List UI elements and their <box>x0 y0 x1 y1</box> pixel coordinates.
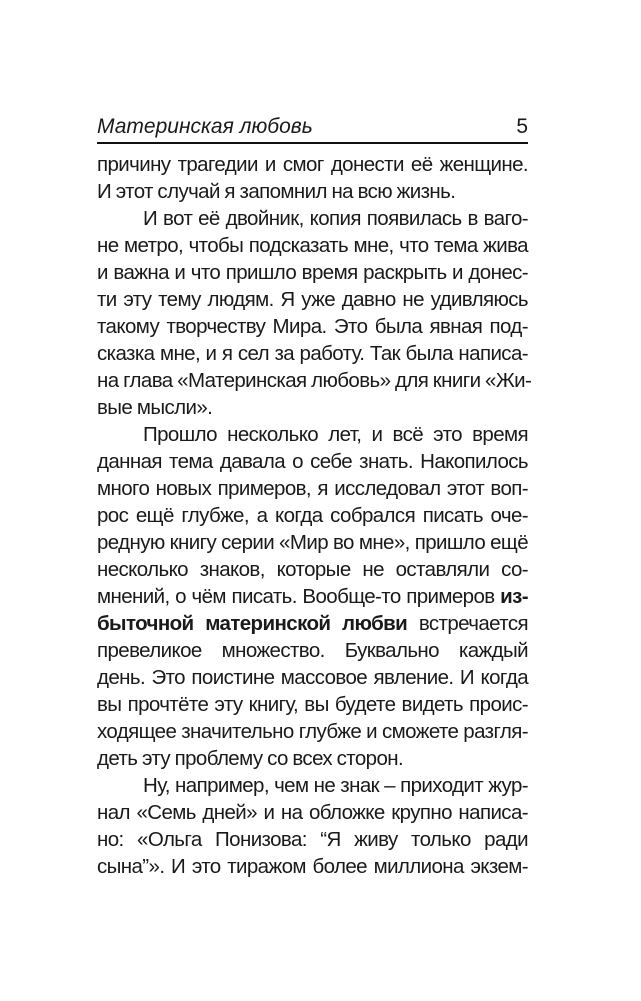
text-line: быточной материнской любви встречается <box>97 612 528 635</box>
text-line: деть эту проблему со всех сторон. <box>97 747 404 770</box>
text-line: вые мысли». <box>97 396 213 419</box>
text-line: нал «Семь дней» и на обложке крупно написа- <box>97 801 528 824</box>
page-number: 5 <box>516 115 528 138</box>
page-body-text <box>97 151 532 880</box>
text-line: не метро, чтобы подсказать мне, что тема жива <box>97 234 528 257</box>
text-line: день. Это поистине массовое явление. И когда <box>97 666 528 689</box>
text-line: вы прочтёте эту книгу, вы будете видеть проис- <box>97 693 528 716</box>
text-line: превеликое множество. Буквально каждый <box>97 639 528 662</box>
text-line: Прошло несколько лет, и всё это время <box>143 423 528 446</box>
text-line: И вот её двойник, копия появилась в ваго- <box>143 207 528 230</box>
text-line: ходящее значительно глубже и сможете разгля- <box>97 720 528 743</box>
text-line: на глава «Материнская любовь» для книги «Жи- <box>97 369 532 392</box>
text-line: сына”». И это тиражом более миллиона экзем- <box>97 855 528 878</box>
text-line: много новых примеров, я исследовал этот воп- <box>97 477 528 500</box>
text-line: редную книгу серии «Мир во мне», пришло ещё <box>97 531 528 554</box>
text-line: мнений, о чём писать. Вообще-то примеров из- <box>97 585 528 608</box>
text-line: причину трагедии и смог донести её женщине. <box>97 153 528 176</box>
text-line: И этот случай я запомнил на всю жизнь. <box>97 180 456 203</box>
bold-emphasis: быточной материнской любви <box>97 612 408 635</box>
text-line: рос ещё глубже, а когда собрался писать оче- <box>97 504 528 527</box>
text-line: сказка мне, и я сел за работу. Так была написа- <box>97 342 528 365</box>
text-line: ти эту тему людям. Я уже давно не удивляюсь <box>97 288 528 311</box>
text-line: Ну, например, чем не знак – приходит жур- <box>143 774 528 797</box>
text-line: данная тема давала о себе знать. Накопилось <box>97 450 528 473</box>
running-header <box>97 112 528 144</box>
text-line: такому творчеству Мира. Это была явная под- <box>97 315 528 338</box>
text-line: несколько знаков, которые не оставляли со- <box>97 558 528 581</box>
running-title: Материнская любовь <box>97 115 313 138</box>
text-line: и важна и что пришло время раскрыть и донес- <box>97 261 528 284</box>
text-line: но: «Ольга Понизова: “Я живу только ради <box>97 828 528 851</box>
bold-emphasis: из- <box>500 585 528 608</box>
